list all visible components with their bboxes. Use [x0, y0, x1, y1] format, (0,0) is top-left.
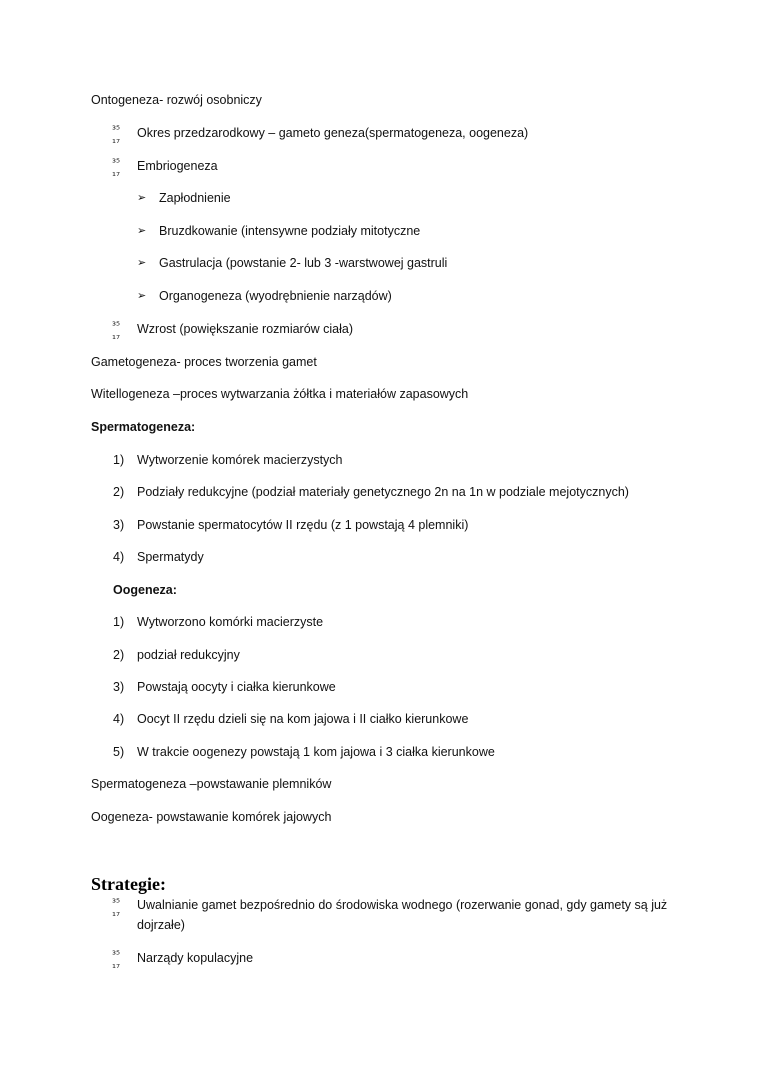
spermatogeneza-definition: Spermatogeneza –powstawanie plemników [91, 777, 332, 791]
symbol-bullet-icon: ³⁵ ₁₇ [112, 898, 121, 919]
ontogeneza-line: Ontogeneza- rozwój osobniczy [91, 93, 262, 107]
oo-item: W trakcie oogenezy powstają 1 kom jajowa i 3 ciałka kierunkowe [137, 745, 495, 759]
list-number: 4) [113, 712, 125, 726]
list-number: 3) [113, 680, 125, 694]
gametogeneza-line: Gametogeneza- proces tworzenia gamet [91, 355, 317, 369]
strategie-heading: Strategie: [91, 874, 166, 894]
symbol-bullet-icon: ³⁵ ₁₇ [112, 158, 121, 179]
onto-item: Wzrost (powiększanie rozmiarów ciała) [137, 322, 354, 336]
arrow-bullet-icon: ➢ [137, 191, 147, 204]
oo-item: Wytworzono komórki macierzyste [137, 615, 324, 629]
list-number: 2) [113, 485, 125, 499]
sperm-item: Wytworzenie komórek macierzystych [137, 453, 343, 467]
witellogeneza-line: Witellogeneza –proces wytwarzania żółtka i materiałów zapasowych [91, 387, 469, 401]
symbol-bullet-icon: ³⁵ ₁₇ [112, 950, 121, 971]
strategie-item: Uwalnianie gamet bezpośrednio do środowiska wodnego (rozerwanie gonad, gdy gamety są już dojrzałe) [137, 898, 668, 932]
sperm-item: Powstanie spermatocytów II rzędu (z 1 powstają 4 plemniki) [137, 518, 469, 532]
arrow-bullet-icon: ➢ [137, 289, 147, 302]
symbol-bullet-icon: ³⁵ ₁₇ [112, 125, 121, 146]
arrow-bullet-icon: ➢ [137, 224, 147, 237]
oogeneza-heading: Oogeneza: [113, 583, 177, 597]
sperm-item: Podziały redukcyjne (podział materiały genetycznego 2n na 1n w podziale mejotycznych) [137, 485, 629, 499]
symbol-bullet-icon: ³⁵ ₁₇ [112, 321, 121, 342]
embrio-item: Bruzdkowanie (intensywne podziały mitotyczne [159, 224, 421, 238]
list-number: 1) [113, 615, 125, 629]
oo-item: Oocyt II rzędu dzieli się na kom jajowa i II ciałko kierunkowe [137, 712, 469, 726]
onto-item: Okres przedzarodkowy – gameto geneza(spermatogeneza, oogeneza) [137, 126, 529, 140]
list-number: 3) [113, 518, 125, 532]
list-number: 2) [113, 648, 125, 662]
spermatogeneza-heading: Spermatogeneza: [91, 420, 196, 434]
embrio-item: Organogeneza (wyodrębnienie narządów) [159, 289, 392, 303]
oo-item: podział redukcyjny [137, 648, 240, 662]
list-number: 1) [113, 453, 125, 467]
sperm-item: Spermatydy [137, 550, 204, 564]
oogeneza-definition: Oogeneza- powstawanie komórek jajowych [91, 810, 332, 824]
list-number: 5) [113, 745, 125, 759]
embrio-item: Zapłodnienie [159, 191, 231, 205]
strategie-item: Narządy kopulacyjne [137, 951, 254, 965]
oo-item: Powstają oocyty i ciałka kierunkowe [137, 680, 336, 694]
list-number: 4) [113, 550, 125, 564]
onto-item: Embriogeneza [137, 159, 218, 173]
embrio-item: Gastrulacja (powstanie 2- lub 3 -warstwowej gastruli [159, 256, 448, 270]
arrow-bullet-icon: ➢ [137, 256, 147, 269]
